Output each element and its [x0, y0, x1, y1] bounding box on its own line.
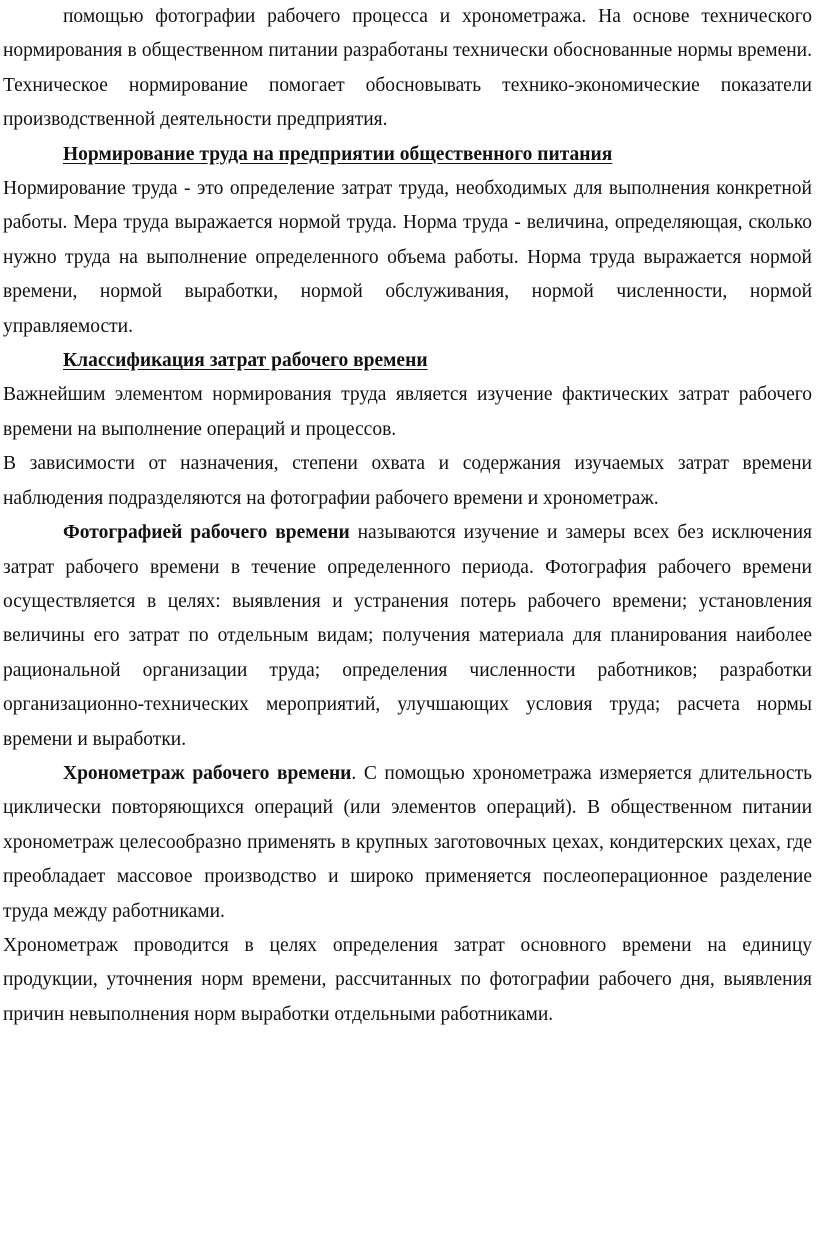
heading-labor-norming: Нормирование труда на предприятии общественного питания: [63, 143, 613, 165]
heading-time-classification: Классификация затрат рабочего времени: [63, 350, 428, 372]
term-work-time-photo: Фотографией рабочего времени: [63, 522, 350, 544]
paragraph-intro: помощью фотографии рабочего процесса и хронометража. На основе технического нормирования в общественном питании разработаны технически обоснованные нормы времени. Техническое нормирование помогает обосновывать технико-экономические показатели производственной деятельности предприятия.: [3, 6, 812, 131]
text-chronometry: . С помощью хронометража измеряется длительность циклически повторяющихся операций (или элементов операций). В общественном питании хронометраж целесообразно применять в крупных заготовочных цехах, кондитерских цехах, где преобладает массовое производство и широко применяется послеоперационное разделение труда между работниками.: [3, 762, 813, 922]
paragraph-work-time-photo: [3, 516, 812, 757]
paragraph-chronometry-goals: Хронометраж проводится в целях определения затрат основного времени на единицу продукции, уточнения норм времени, рассчитанных по фотографии рабочего дня, выявления причин невыполнения норм выработки отдельными работниками.: [3, 934, 812, 1025]
paragraph-depending: В зависимости от назначения, степени охвата и содержания изучаемых затрат времени наблюдения подразделяются на фотографии рабочего времени и хронометраж.: [3, 453, 812, 509]
paragraph-labor-norming: Нормирование труда - это определение затрат труда, необходимых для выполнения конкретной работы. Мера труда выражается нормой труда. Норма труда - величина, определяющая, сколько нужно труда на выполнение определенного объема работы. Норма труда выражается нормой времени, нормой выработки, нормой обслуживания, нормой численности, нормой управляемости.: [3, 178, 812, 337]
term-chronometry: Хронометраж рабочего времени: [63, 762, 352, 784]
text-work-time-photo: называются изучение и замеры всех без исключения затрат рабочего времени в течение определенного периода. Фотография рабочего времени осуществляется в целях: выявления и устранения потерь рабочего времени; установления величины его затрат по отдельным видам; получения материала для планирования наиболее рациональной организации труда; определения численности работников; разработки организационно-технических мероприятий, улучшающих условия труда; расчета нормы времени и выработки.: [3, 522, 812, 750]
paragraph-important-element: Важнейшим элементом нормирования труда является изучение фактических затрат рабочего времени на выполнение операций и процессов.: [3, 384, 812, 440]
paragraph-chronometry: [3, 757, 812, 929]
